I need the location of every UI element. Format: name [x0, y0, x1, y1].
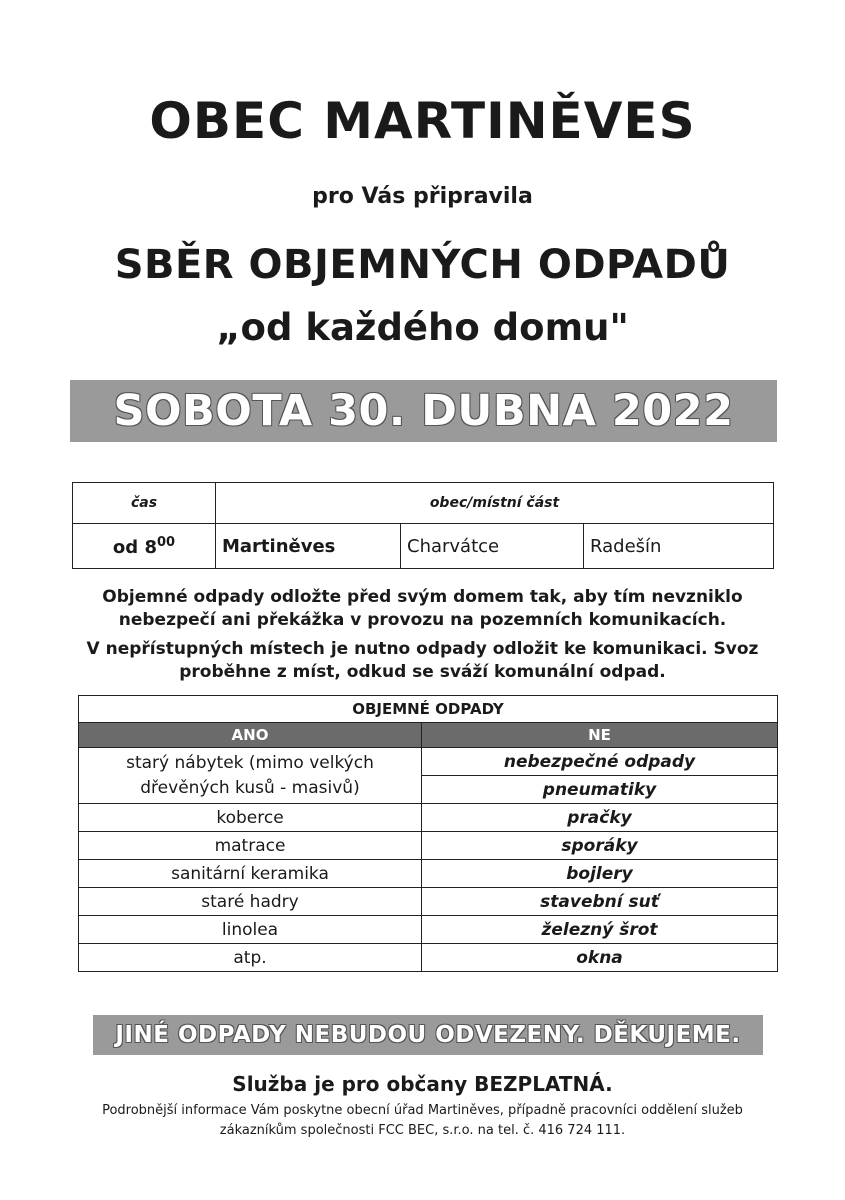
- subtitle: pro Vás připravila: [312, 184, 533, 209]
- accepted-item: staré hadry: [79, 888, 422, 916]
- free-service-note: Služba je pro občany BEZPLATNÁ.: [232, 1072, 613, 1096]
- rejected-item: sporáky: [422, 832, 778, 860]
- headline: SBĚR OBJEMNÝCH ODPADŮ: [114, 242, 731, 288]
- accepted-item: matrace: [79, 832, 422, 860]
- rejected-item: okna: [422, 944, 778, 972]
- rejected-item: nebezpečné odpady: [422, 748, 778, 776]
- rejected-item: pneumatiky: [422, 776, 778, 804]
- time-column-header: čas: [73, 483, 216, 524]
- instruction-paragraph: V nepřístupných místech je nutno odpady odložit ke komunikaci. Svoz proběhne z míst, odkud se sváží komunální odpad.: [86, 639, 759, 682]
- place-cell: Radešín: [584, 524, 774, 569]
- accepted-item: starý nábytek (mimo velkých dřevěných kusů - masivů): [79, 748, 422, 804]
- rejected-item: stavební suť: [422, 888, 778, 916]
- rejected-item: bojlery: [422, 860, 778, 888]
- rejected-item: pračky: [422, 804, 778, 832]
- collection-time-minutes: 00: [156, 534, 176, 550]
- contact-info: Podrobnější informace Vám poskytne obecní úřad Martiněves, případně pracovníci oddělení služeb zákazníkům společnosti FCC BEC, s.r.o. na tel. č. 416 724 111.: [102, 1103, 743, 1138]
- waste-table-caption: OBJEMNÉ ODPADY: [79, 696, 778, 723]
- place-column-header: obec/místní část: [216, 483, 774, 524]
- place-cell: Martiněves: [216, 524, 401, 569]
- waste-table: [78, 695, 778, 972]
- rejected-item: železný šrot: [422, 916, 778, 944]
- date-banner: SOBOTA 30. DUBNA 2022: [70, 380, 777, 442]
- accepted-item: atp.: [79, 944, 422, 972]
- accepted-item: sanitární keramika: [79, 860, 422, 888]
- notice-banner: JINÉ ODPADY NEBUDOU ODVEZENY. DĚKUJEME.: [93, 1015, 763, 1055]
- place-cell: Charvátce: [401, 524, 584, 569]
- no-column-header: NE: [422, 723, 778, 748]
- page-title: OBEC MARTINĚVES: [149, 92, 696, 150]
- collection-time-hour: od 8: [112, 536, 157, 558]
- accepted-item: linolea: [79, 916, 422, 944]
- schedule-table: [72, 482, 774, 569]
- yes-column-header: ANO: [79, 723, 422, 748]
- tagline: „od každého domu": [216, 306, 629, 349]
- collection-time: [73, 524, 216, 569]
- instruction-paragraph: Objemné odpady odložte před svým domem tak, aby tím nevzniklo nebezpečí ani překážka v provozu na pozemních komunikacích.: [102, 587, 743, 630]
- accepted-item: koberce: [79, 804, 422, 832]
